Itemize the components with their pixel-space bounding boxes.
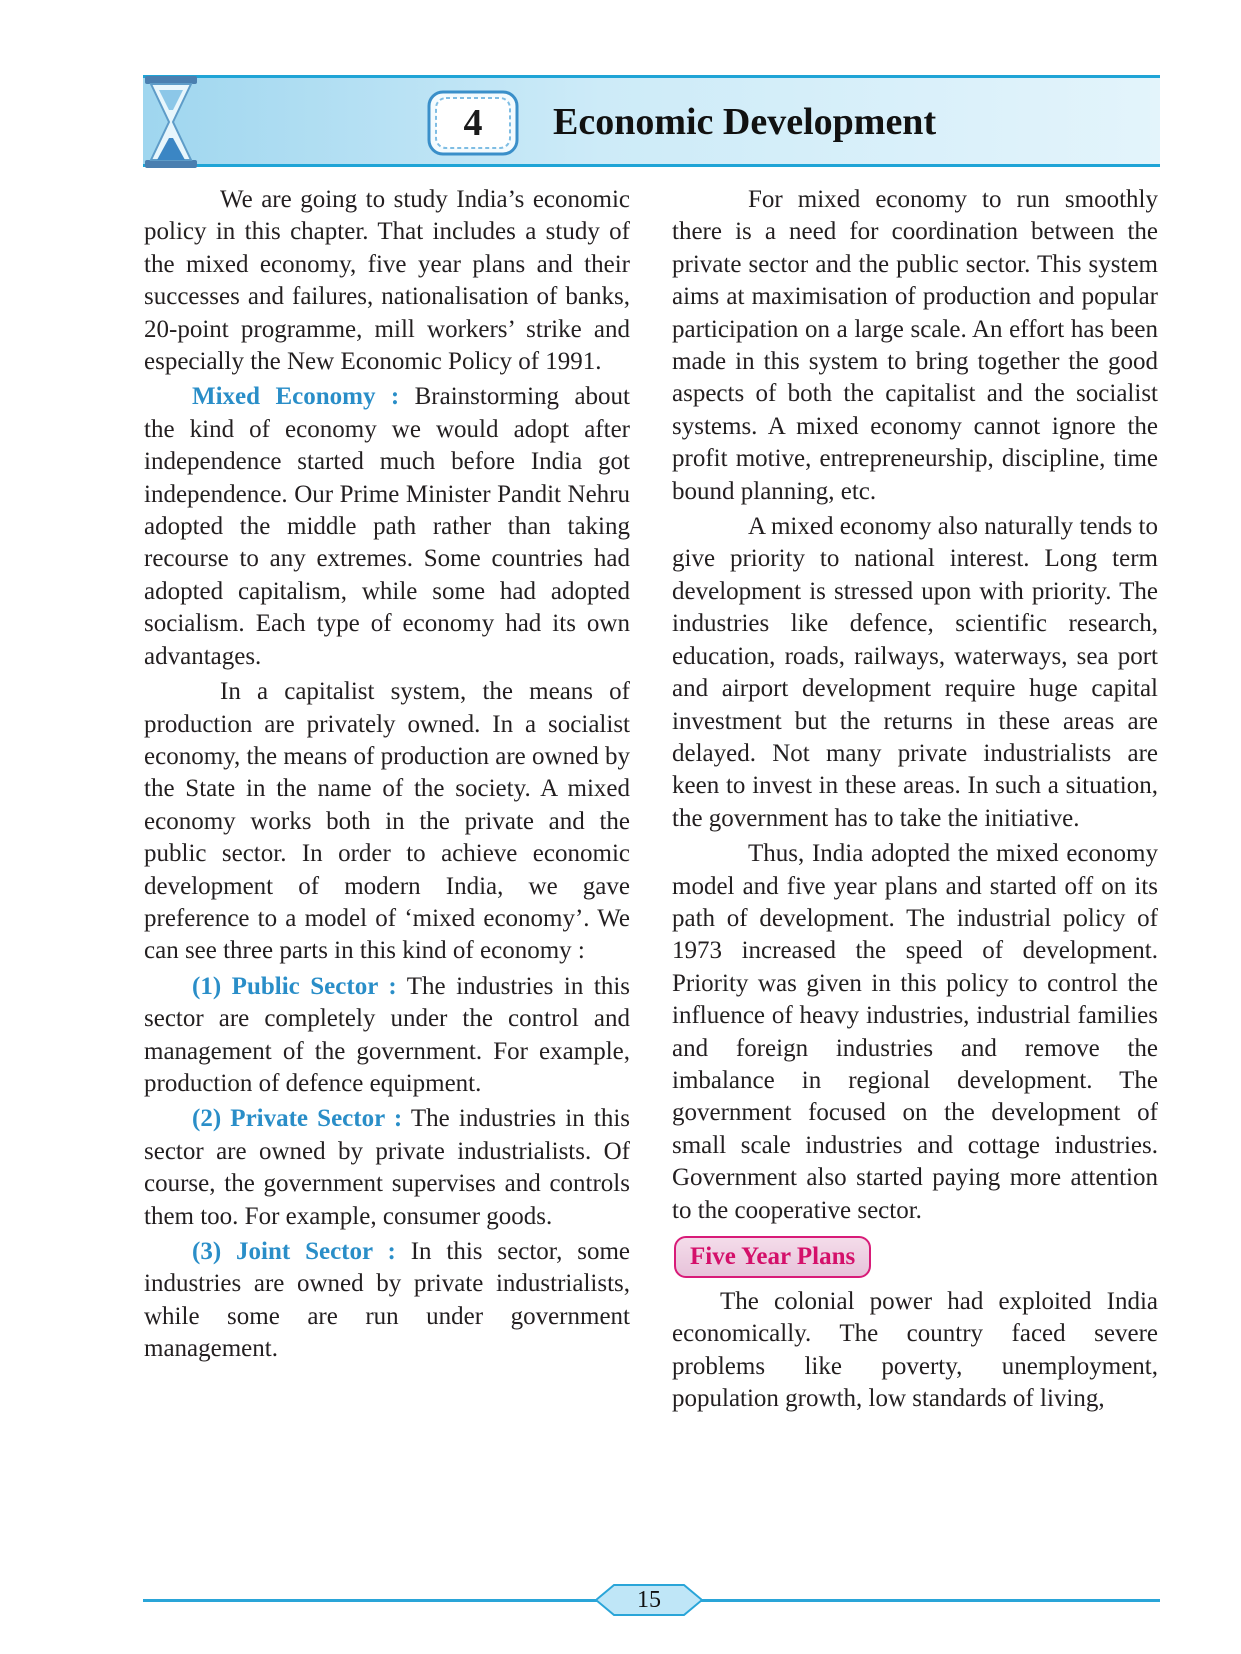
page-number: 15 bbox=[637, 1587, 661, 1613]
public-sector-heading: (1) Public Sector : bbox=[192, 972, 397, 1000]
joint-sector-paragraph bbox=[144, 1236, 630, 1366]
public-sector-paragraph bbox=[144, 971, 630, 1101]
capitalist-paragraph: In a capitalist system, the means of production are privately owned. In a socialist economy, the means of production are owned by the State in the name of the society. A mixed economy works both in the private and the public sector. In order to achieve economic development of modern India, we gave preference to a model of ‘mixed economy’. We can see three parts in this kind of economy : bbox=[144, 678, 630, 965]
joint-sector-heading: (3) Joint Sector : bbox=[192, 1238, 396, 1265]
chapter-title: Economic Development bbox=[553, 101, 937, 143]
public-sector-text: The industries in this sector are completely under the control and management of the government. For example, production of defence equipment. bbox=[144, 972, 631, 1097]
industrial-policy-paragraph: Thus, India adopted the mixed economy model and five year plans and started off on its path of development. The industrial policy of 1973 increased the speed of development. Priority was given in this policy to control the influence of heavy industries, industrial families and foreign industries and remove the imbalance in regional development. The government focused on the development of small scale industries and cottage industries. Government also started paying more attention to the cooperative sector. bbox=[672, 840, 1158, 1224]
private-sector-text: The industries in this sector are owned by private industrialists. Of course, the government supervises and controls them too. For example, consumer goods. bbox=[144, 1105, 630, 1230]
five-year-plans-heading: Five Year Plans bbox=[674, 1236, 871, 1278]
private-sector-paragraph bbox=[144, 1103, 630, 1233]
right-column bbox=[672, 184, 1158, 1419]
chapter-number: 4 bbox=[463, 102, 483, 144]
hourglass-icon bbox=[143, 74, 199, 170]
coordination-paragraph: For mixed economy to run smoothly there is a need for coordination between the private sector and the public sector. This system aims at maximisation of production and popular participation on a large scale. An effort has been made in this system to bring together the good aspects of both the capitalist and the socialist systems. A mixed economy cannot ignore the profit motive, entrepreneurship, discipline, time bound planning, etc. bbox=[672, 186, 1158, 505]
mixed-economy-text: Brainstorming about the kind of economy we would adopt after independence started much before India got independence. Our Prime Minister Pandit Nehru adopted the middle path rather than taking recourse to any extremes. Some countries had adopted capitalism, while some had adopted socialism. Each type of economy had its own advantages. bbox=[144, 383, 630, 670]
joint-sector-text: In this sector, some industries are owned by private industrialists, while some are run under government management. bbox=[144, 1238, 630, 1363]
mixed-economy-paragraph bbox=[144, 381, 630, 673]
colonial-power-paragraph: The colonial power had exploited India economically. The country faced severe problems like poverty, unemployment, population growth, low standards of living, bbox=[672, 1288, 1158, 1413]
left-column bbox=[144, 184, 630, 1369]
mixed-economy-heading: Mixed Economy : bbox=[192, 383, 400, 411]
national-interest-paragraph: A mixed economy also naturally tends to give priority to national interest. Long term development is stressed upon with priority. The industries like defence, scientific research, education, roads, railways, waterways, sea port and airport development require huge capital investment but the returns in these areas are delayed. Not many private industrialists are keen to invest in these areas. In such a situation, the government has to take the initiative. bbox=[672, 513, 1158, 832]
intro-paragraph: We are going to study India’s economic policy in this chapter. That includes a study of the mixed economy, five year plans and their successes and failures, nationalisation of banks, 20-point programme, mill workers’ strike and especially the New Economic Policy of 1991. bbox=[144, 186, 630, 376]
private-sector-heading: (2) Private Sector : bbox=[192, 1105, 403, 1133]
